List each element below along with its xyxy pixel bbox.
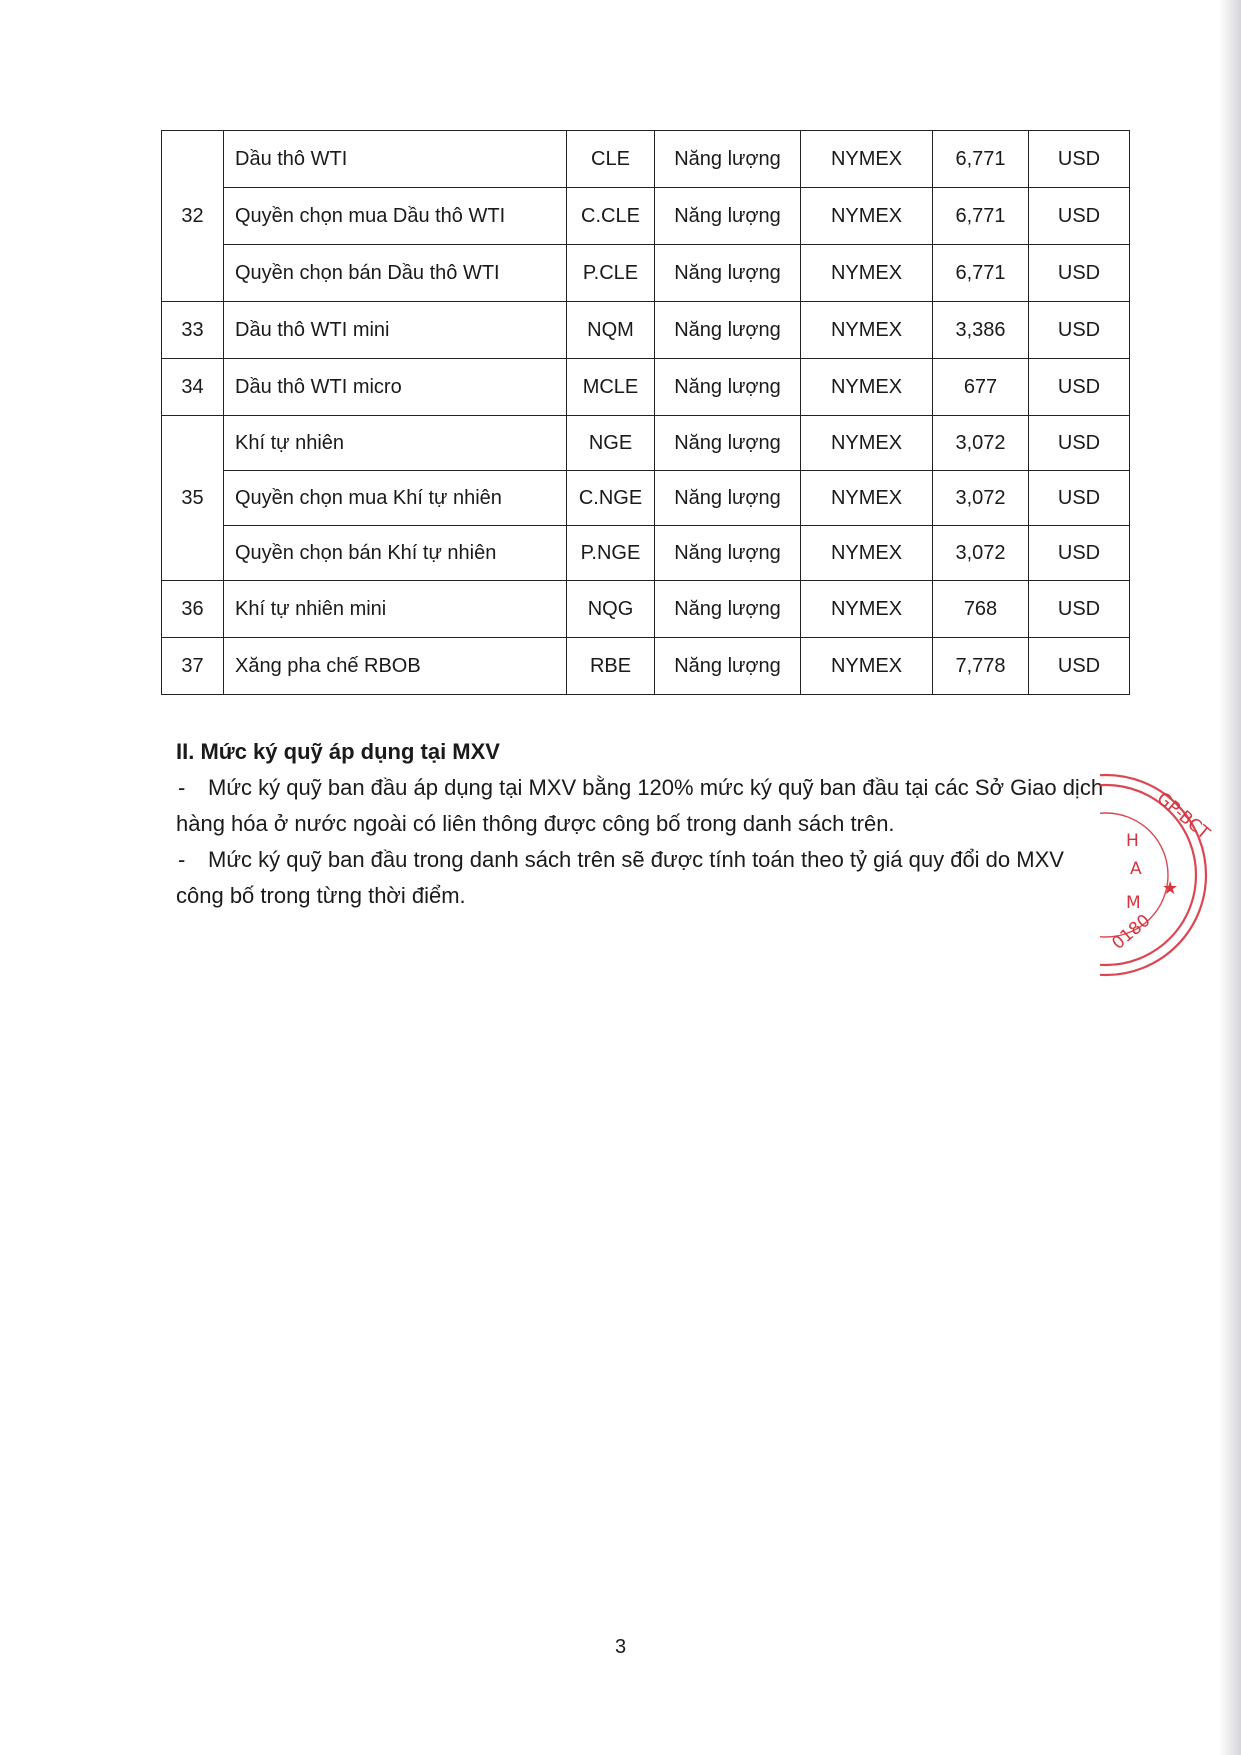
table-row [162, 188, 1130, 245]
table-row [162, 302, 1130, 359]
margin-policy-section [176, 734, 1106, 914]
product-code: C.CLE [567, 188, 655, 245]
exchange: NYMEX [801, 359, 933, 416]
margin-value: 677 [933, 359, 1029, 416]
exchange: NYMEX [801, 581, 933, 638]
product-group: Năng lượng [655, 416, 801, 471]
product-name: Dầu thô WTI micro [224, 359, 567, 416]
margin-table [161, 130, 1130, 695]
exchange: NYMEX [801, 638, 933, 695]
margin-value: 768 [933, 581, 1029, 638]
table-row [162, 581, 1130, 638]
currency: USD [1029, 131, 1130, 188]
currency: USD [1029, 302, 1130, 359]
bullet-text: Mức ký quỹ ban đầu áp dụng tại MXV bằng 120% mức ký quỹ ban đầu tại các Sở Giao dịch hàng hóa ở nước ngoài có liên thông được công bố trong danh sách trên. [176, 775, 1104, 836]
table-row [162, 131, 1130, 188]
product-group: Năng lượng [655, 131, 801, 188]
bullet-text: Mức ký quỹ ban đầu trong danh sách trên sẽ được tính toán theo tỷ giá quy đổi do MXV công bố trong từng thời điểm. [176, 847, 1064, 908]
margin-value: 6,771 [933, 245, 1029, 302]
bullet-dash: - [178, 775, 186, 800]
exchange: NYMEX [801, 526, 933, 581]
product-name: Khí tự nhiên mini [224, 581, 567, 638]
product-name: Dầu thô WTI mini [224, 302, 567, 359]
exchange: NYMEX [801, 131, 933, 188]
product-code: MCLE [567, 359, 655, 416]
section-heading: II. Mức ký quỹ áp dụng tại MXV [176, 739, 500, 764]
seal-text-a: A [1130, 859, 1142, 879]
product-name: Quyền chọn bán Khí tự nhiên [224, 526, 567, 581]
row-number: 37 [162, 638, 224, 695]
currency: USD [1029, 471, 1130, 526]
margin-value: 3,072 [933, 526, 1029, 581]
bullet-dash: - [178, 847, 186, 872]
exchange: NYMEX [801, 188, 933, 245]
product-group: Năng lượng [655, 188, 801, 245]
product-code: NQM [567, 302, 655, 359]
currency: USD [1029, 245, 1130, 302]
table-row [162, 526, 1130, 581]
margin-value: 6,771 [933, 131, 1029, 188]
product-code: CLE [567, 131, 655, 188]
seal-text-h: H [1126, 831, 1139, 851]
product-name: Quyền chọn mua Dầu thô WTI [224, 188, 567, 245]
currency: USD [1029, 581, 1130, 638]
margin-value: 3,386 [933, 302, 1029, 359]
product-name: Xăng pha chế RBOB [224, 638, 567, 695]
row-number: 33 [162, 302, 224, 359]
row-number: 34 [162, 359, 224, 416]
product-group: Năng lượng [655, 245, 801, 302]
seal-text-m: M [1126, 893, 1141, 913]
product-group: Năng lượng [655, 302, 801, 359]
product-group: Năng lượng [655, 638, 801, 695]
row-number: 35 [162, 416, 224, 581]
table-row [162, 416, 1130, 471]
page-number: 3 [614, 1636, 627, 1658]
product-code: P.CLE [567, 245, 655, 302]
currency: USD [1029, 359, 1130, 416]
product-code: C.NGE [567, 471, 655, 526]
product-group: Năng lượng [655, 359, 801, 416]
product-group: Năng lượng [655, 581, 801, 638]
bullet-item [176, 842, 1106, 914]
product-code: NQG [567, 581, 655, 638]
margin-value: 7,778 [933, 638, 1029, 695]
product-code: NGE [567, 416, 655, 471]
margin-value: 3,072 [933, 471, 1029, 526]
red-seal-stamp [1100, 760, 1240, 990]
exchange: NYMEX [801, 302, 933, 359]
currency: USD [1029, 526, 1130, 581]
currency: USD [1029, 416, 1130, 471]
margin-value: 6,771 [933, 188, 1029, 245]
table-row [162, 638, 1130, 695]
bullet-item [176, 770, 1106, 842]
seal-text-bottom: 0180 [1108, 910, 1155, 954]
row-number: 32 [162, 131, 224, 302]
seal-icon [1100, 760, 1240, 990]
exchange: NYMEX [801, 416, 933, 471]
row-number: 36 [162, 581, 224, 638]
product-name: Dầu thô WTI [224, 131, 567, 188]
product-name: Quyền chọn mua Khí tự nhiên [224, 471, 567, 526]
product-name: Quyền chọn bán Dầu thô WTI [224, 245, 567, 302]
product-code: P.NGE [567, 526, 655, 581]
currency: USD [1029, 188, 1130, 245]
product-group: Năng lượng [655, 471, 801, 526]
product-code: RBE [567, 638, 655, 695]
product-group: Năng lượng [655, 526, 801, 581]
exchange: NYMEX [801, 245, 933, 302]
table-row [162, 245, 1130, 302]
exchange: NYMEX [801, 471, 933, 526]
margin-value: 3,072 [933, 416, 1029, 471]
currency: USD [1029, 638, 1130, 695]
product-name: Khí tự nhiên [224, 416, 567, 471]
table-row [162, 471, 1130, 526]
seal-text-top: GP-BCT [1152, 788, 1214, 844]
table-row [162, 359, 1130, 416]
seal-star: ★ [1162, 878, 1179, 899]
